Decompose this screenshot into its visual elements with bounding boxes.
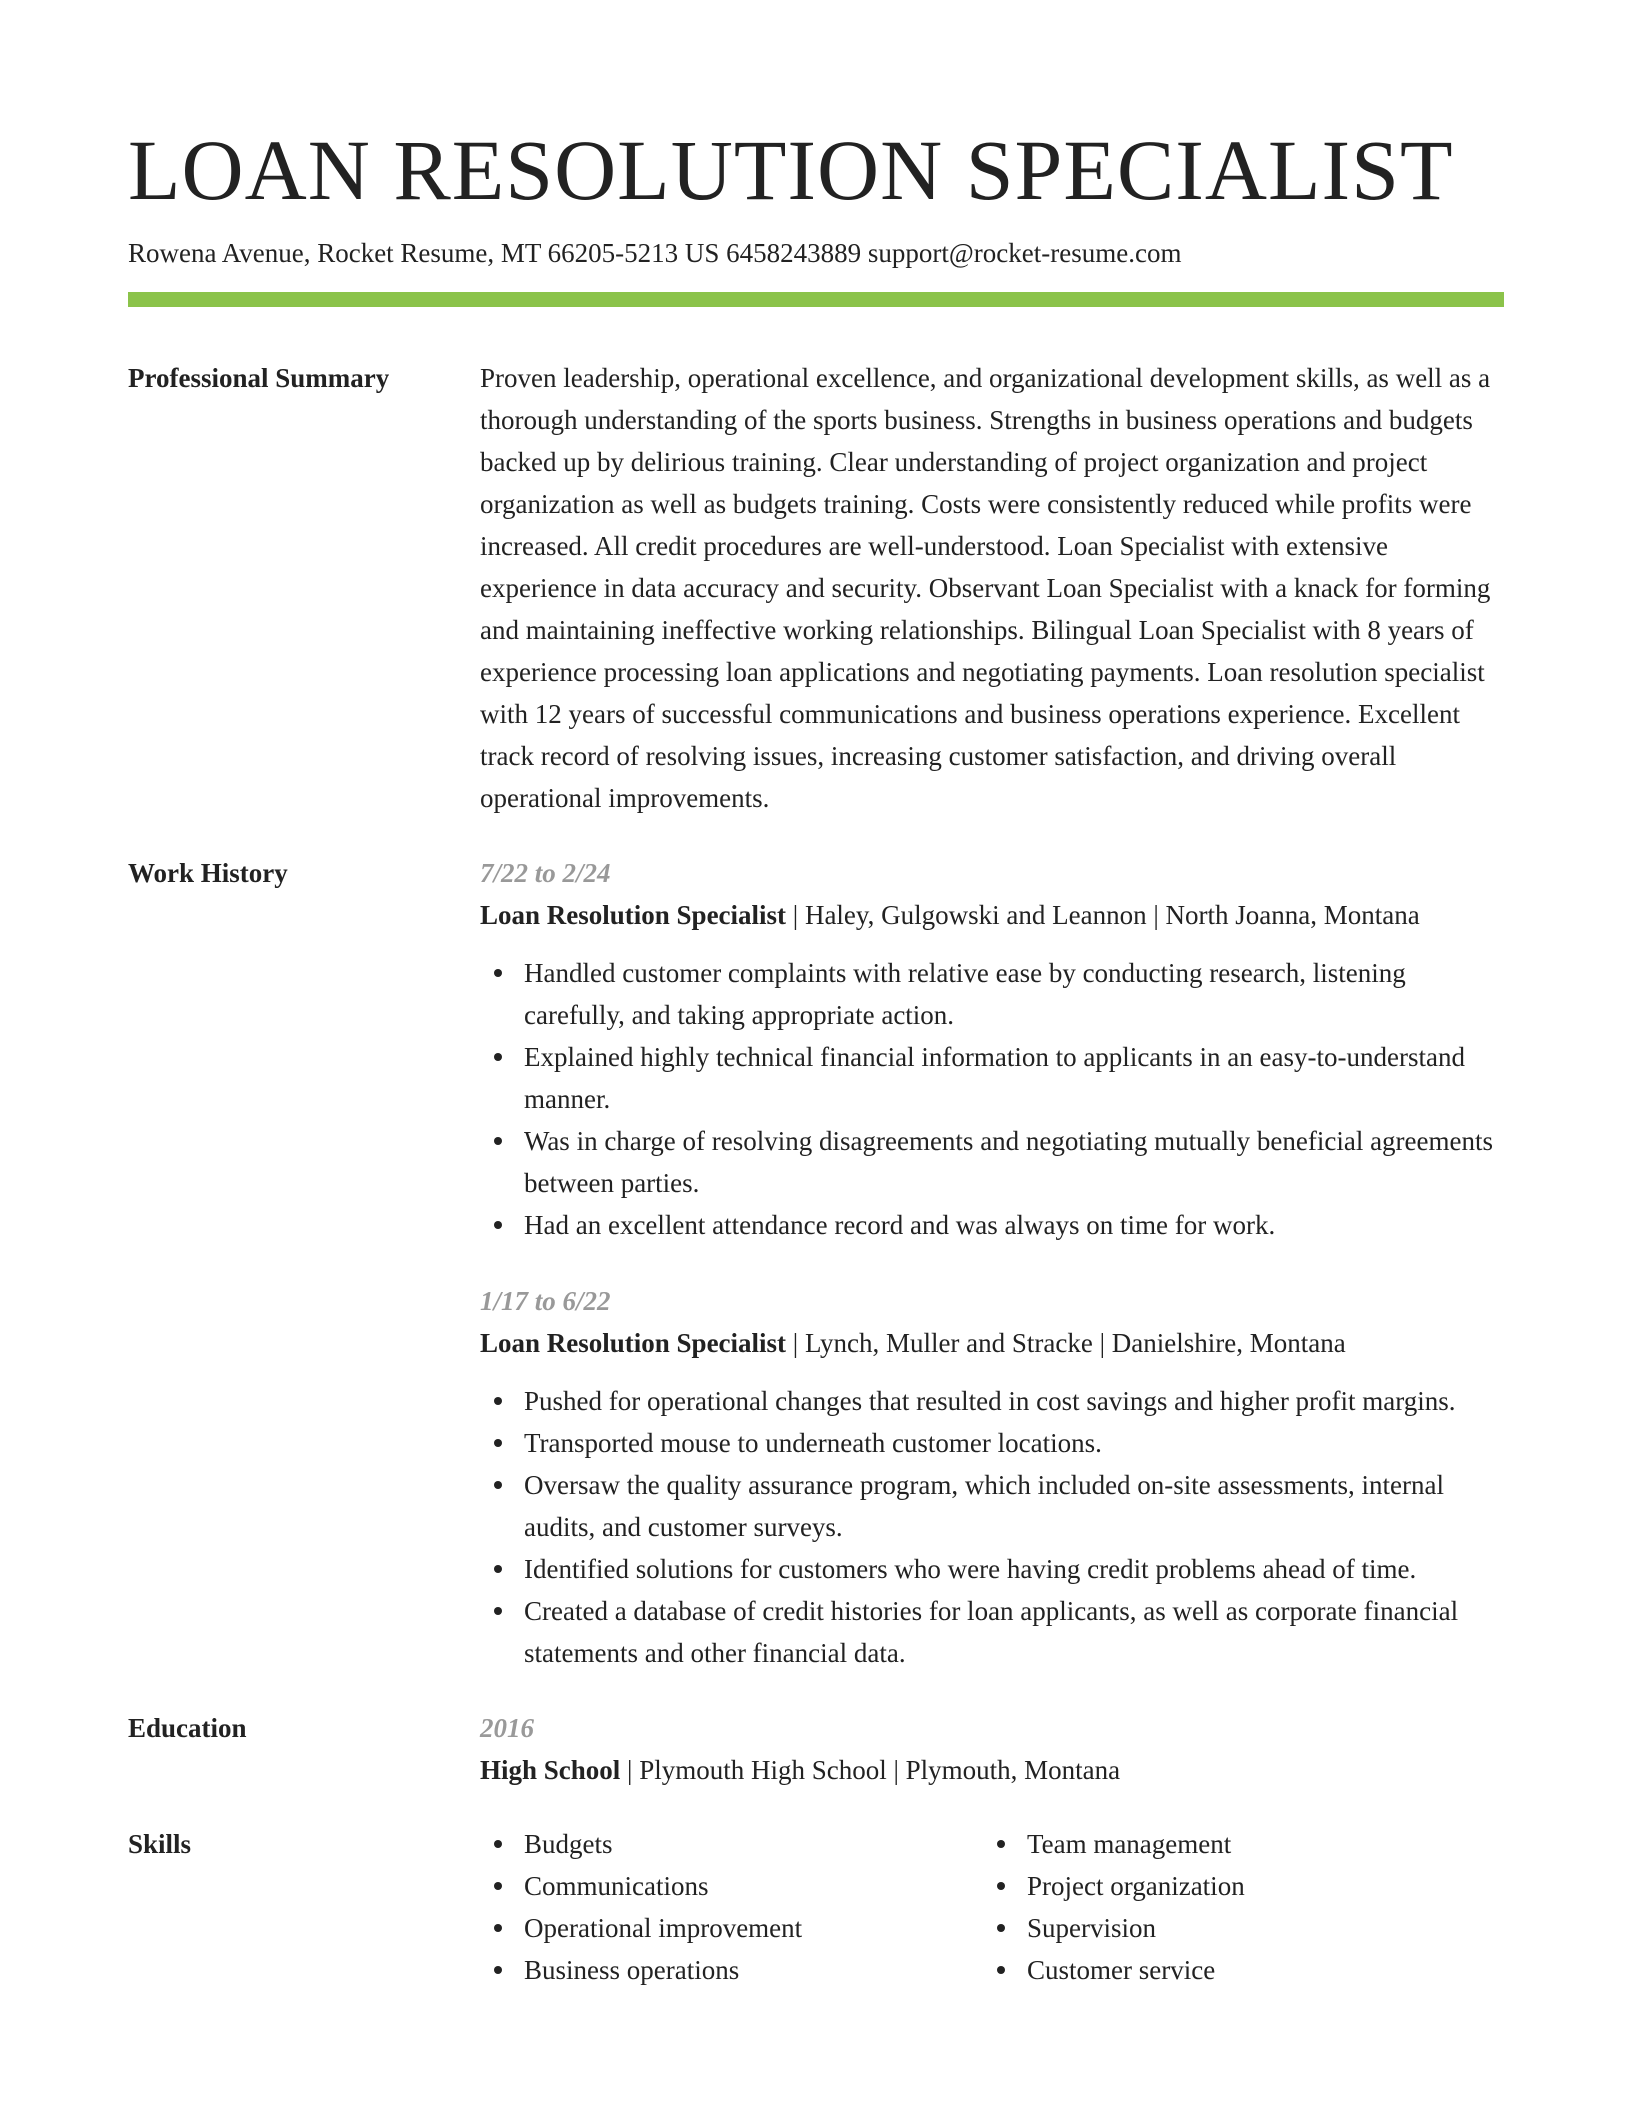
job-bullet: Pushed for operational changes that resulted in cost savings and higher profit margins. [480,1380,1504,1422]
education-year: 2016 [480,1713,534,1743]
education-degree: High School [480,1755,621,1785]
job-bullet: Oversaw the quality assurance program, which included on-site assessments, internal audits, and customer surveys. [480,1464,1504,1548]
job-bullet: Was in charge of resolving disagreements and negotiating mutually beneficial agreements between parties. [480,1120,1504,1204]
job-title-line [480,1322,1504,1364]
skills-section [128,1823,1504,1991]
job-role: Loan Resolution Specialist [480,900,787,930]
summary-label: Professional Summary [128,363,390,393]
job-bullets [480,952,1504,1246]
skill-item: Team management [983,1823,1245,1865]
skill-item: Business operations [480,1949,983,1991]
resume-page [128,118,1504,1991]
job-employer-location: | Lynch, Muller and Stracke | Danielshire, Montana [786,1328,1346,1358]
job-title-line [480,894,1504,936]
skill-item: Budgets [480,1823,983,1865]
skills-columns [480,1823,1504,1991]
job-bullet: Had an excellent attendance record and was always on time for work. [480,1204,1504,1246]
job-dates: 7/22 to 2/24 [480,858,611,888]
job-bullets [480,1380,1504,1674]
job-bullet: Handled customer complaints with relative ease by conducting research, listening carefully, and taking appropriate action. [480,952,1504,1036]
job-role: Loan Resolution Specialist [480,1328,787,1358]
job-bullet: Transported mouse to underneath customer locations. [480,1422,1504,1464]
skills-label: Skills [128,1829,192,1859]
job-dates: 1/17 to 6/22 [480,1286,611,1316]
skill-item: Operational improvement [480,1907,983,1949]
job-bullet: Created a database of credit histories for loan applicants, as well as corporate financial statements and other financial data. [480,1590,1504,1674]
work-history-label: Work History [128,858,288,888]
job-bullet: Identified solutions for customers who were having credit problems ahead of time. [480,1548,1504,1590]
skill-item: Project organization [983,1865,1245,1907]
education-section [128,1707,1504,1791]
job-entry [480,852,1504,1246]
job-entry [480,1280,1504,1674]
skill-item: Customer service [983,1949,1245,1991]
resume-title: LOAN RESOLUTION SPECIALIST [128,122,1454,218]
education-school-location: | Plymouth High School | Plymouth, Montana [620,1755,1121,1785]
work-history-body [480,852,1504,1674]
summary-section [128,357,1504,819]
skills-list-right [983,1823,1245,1991]
accent-divider [128,292,1504,307]
job-employer-location: | Haley, Gulgowski and Leannon | North Joanna, Montana [786,900,1420,930]
skill-item: Supervision [983,1907,1245,1949]
skill-item: Communications [480,1865,983,1907]
job-bullet: Explained highly technical financial information to applicants in an easy-to-understand manner. [480,1036,1504,1120]
education-label: Education [128,1713,247,1743]
summary-text: Proven leadership, operational excellence, and organizational development skills, as well as a thorough understanding of the sports business. Strengths in business operations and budgets backed up by delirious training. Clear understanding of project organization and project organization as well as budgets training. Costs were consistently reduced while profits were increased. All credit procedures are well-understood. Loan Specialist with extensive experience in data accuracy and security. Observant Loan Specialist with a knack for forming and maintaining ineffective working relationships. Bilingual Loan Specialist with 8 years of experience processing loan applications and negotiating payments. Loan resolution specialist with 12 years of successful communications and business operations experience. Excellent track record of resolving issues, increasing customer satisfaction, and driving overall operational improvements. [480,363,1491,813]
work-history-section [128,852,1504,1674]
contact-line: Rowena Avenue, Rocket Resume, MT 66205-5213 US 6458243889 support@rocket-resume.com [128,238,1182,268]
education-body [480,1707,1504,1791]
skills-list-left [480,1823,983,1991]
education-line [480,1749,1504,1791]
